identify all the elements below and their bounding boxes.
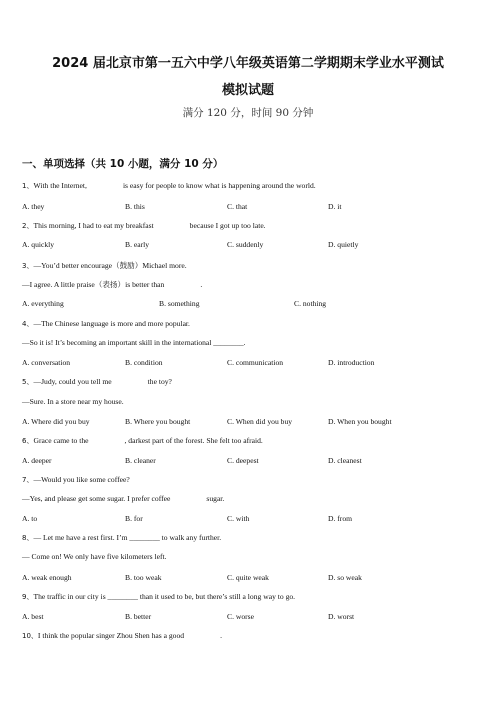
question-9: 9、The traffic in our city is ________ than it used to be, but there’s still a long way to go. [22,592,296,601]
question-7: 7、—Would you like some coffee? [22,475,130,484]
q6-option-d[interactable]: D. cleanest [328,456,362,465]
q9-option-b[interactable]: B. better [125,612,152,621]
q1-option-a[interactable]: A. they [22,202,45,211]
q3-option-a[interactable]: A. everything [22,299,64,308]
question-3-reply: —I agree. A little praise（表扬）is better than . [22,280,203,289]
q7-option-d[interactable]: D. from [328,514,353,523]
q3-option-b[interactable]: B. something [159,299,200,308]
q4-option-c[interactable]: C. communication [227,358,284,367]
q4-option-b[interactable]: B. condition [125,358,163,367]
q4-option-d[interactable]: D. introduction [328,358,375,367]
question-6: 6、Grace came to the , darkest part of the forest. She felt too afraid. [22,436,263,445]
q5-option-c[interactable]: C. When did you buy [227,417,293,426]
question-4: 4、—The Chinese language is more and more popular. [22,319,190,328]
question-4-reply: —So it is! It’s becoming an important skill in the international ________. [22,338,246,347]
section-heading: 一、单项选择（共 10 小题，满分 10 分） [22,158,224,170]
exam-subtitle: 满分 120 分，时间 90 分钟 [182,107,314,119]
exam-title-line1: 2024 届北京市第一五六中学八年级英语第二学期期末学业水平测试 [52,56,444,71]
question-1: 1、With the Internet, is easy for people to know what is happening around the world. [22,181,316,190]
q5-option-d[interactable]: D. When you bought [328,417,392,426]
question-8-reply: — Come on! We only have five kilometers left. [22,552,167,561]
question-2: 2、This morning, I had to eat my breakfast because I got up too late. [22,221,266,230]
q8-option-a[interactable]: A. weak enough [22,573,72,582]
q2-option-b[interactable]: B. early [125,240,150,249]
q1-option-d[interactable]: D. it [328,202,342,211]
q6-option-a[interactable]: A. deeper [22,456,52,465]
q1-option-b[interactable]: B. this [125,202,145,211]
q2-option-a[interactable]: A. quickly [22,240,55,249]
q7-option-b[interactable]: B. for [125,514,143,523]
question-7-reply: —Yes, and please get some sugar. I prefer coffee sugar. [22,494,225,503]
q8-option-d[interactable]: D. so weak [328,573,362,582]
q9-option-d[interactable]: D. worst [328,612,355,621]
exam-title-line2: 模拟试题 [221,83,274,98]
q6-option-b[interactable]: B. cleaner [125,456,156,465]
q6-option-c[interactable]: C. deepest [227,456,259,465]
q7-option-a[interactable]: A. to [22,514,38,523]
question-10: 10、I think the popular singer Zhou Shen has a good . [22,631,222,640]
q8-option-b[interactable]: B. too weak [125,573,162,582]
q7-option-c[interactable]: C. with [227,514,250,523]
question-5: 5、—Judy, could you tell me the toy? [22,377,172,386]
q4-option-a[interactable]: A. conversation [22,358,71,367]
q1-option-c[interactable]: C. that [227,202,248,211]
question-8: 8、— Let me have a rest first. I’m ________ to walk any further. [22,533,222,542]
question-5-reply: —Sure. In a store near my house. [22,397,124,406]
q5-option-a[interactable]: A. Where did you buy [22,417,90,426]
q9-option-c[interactable]: C. worse [227,612,254,621]
q8-option-c[interactable]: C. quite weak [227,573,269,582]
question-3: 3、—You’d better encourage（鼓励）Michael more. [22,261,187,270]
q3-option-c[interactable]: C. nothing [294,299,327,308]
q2-option-c[interactable]: C. suddenly [227,240,264,249]
q9-option-a[interactable]: A. best [22,612,44,621]
q2-option-d[interactable]: D. quietly [328,240,359,249]
q5-option-b[interactable]: B. Where you bought [125,417,191,426]
